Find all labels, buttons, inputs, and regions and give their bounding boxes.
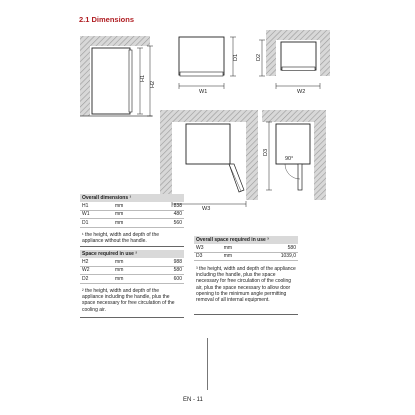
row-name: H1 <box>80 202 113 210</box>
label-h1: H1 <box>140 74 146 82</box>
label-w3: W3 <box>202 206 211 212</box>
door-angle-diagram <box>262 110 326 200</box>
table-row <box>80 210 184 219</box>
row-name: D1 <box>80 219 113 228</box>
row-value: 580 <box>148 266 184 275</box>
row-name: D2 <box>80 275 113 284</box>
row-unit: mm <box>222 244 252 252</box>
row-unit: mm <box>113 258 148 266</box>
overall-note: ¹ the height, width and depth of the appliance without the handle. <box>82 232 159 245</box>
label-h2: H2 <box>150 80 156 88</box>
note-divider <box>194 314 298 315</box>
table-row <box>80 202 184 210</box>
label-d2: D2 <box>256 53 262 61</box>
label-w1: W1 <box>199 89 208 95</box>
side-view-diagram <box>80 36 156 116</box>
table-row <box>194 252 298 261</box>
overall-in-use-note: ³ the height, width and depth of the appliance including the handle, plus the space necessary for free circulation of the cooling air, plus the space necessary to allow door opening to the minimum angle permitting removal of all internal equipment. <box>196 266 296 304</box>
top-view-diagram <box>179 37 239 95</box>
niche-top-view-diagram <box>256 30 330 95</box>
row-name: H2 <box>80 258 113 266</box>
table-row <box>80 258 184 266</box>
row-value: 600 <box>148 275 184 284</box>
space-note: ² the height, width and depth of the appliance including the handle, plus the space necessary for free circulation of the cooling air. <box>82 288 175 313</box>
row-value: 1039,0 <box>251 252 298 261</box>
overall-in-use-header: Overall space required in use ³ <box>194 236 298 244</box>
row-unit: mm <box>222 252 252 261</box>
table-row <box>194 244 298 252</box>
row-value: 838 <box>148 202 184 210</box>
space-in-use-table <box>80 250 184 284</box>
label-d3: D3 <box>263 148 269 156</box>
table-row <box>80 219 184 228</box>
row-name: W1 <box>80 210 113 219</box>
table-row <box>80 266 184 275</box>
space-header: Space required in use ² <box>80 250 184 258</box>
note-divider <box>80 246 184 247</box>
row-unit: mm <box>113 275 148 284</box>
overall-header: Overall dimensions ¹ <box>80 194 184 202</box>
row-value: 480 <box>148 210 184 219</box>
table-row <box>80 275 184 284</box>
overall-dimensions-table <box>80 194 184 228</box>
row-value: 560 <box>148 219 184 228</box>
page-number: EN - 11 <box>183 397 203 403</box>
row-unit: mm <box>113 210 148 219</box>
row-unit: mm <box>113 219 148 228</box>
row-name: D3 <box>194 252 222 261</box>
label-w2: W2 <box>297 89 306 95</box>
footer-rule <box>207 338 208 390</box>
section-title: 2.1 Dimensions <box>79 15 135 24</box>
row-name: W3 <box>194 244 222 252</box>
row-name: W2 <box>80 266 113 275</box>
row-value: 988 <box>148 258 184 266</box>
row-value: 580 <box>251 244 298 252</box>
note-divider <box>80 317 184 318</box>
row-unit: mm <box>113 202 148 210</box>
label-d1: D1 <box>233 53 239 61</box>
label-angle: 90° <box>285 156 294 162</box>
overall-in-use-table <box>194 236 298 261</box>
row-unit: mm <box>113 266 148 275</box>
